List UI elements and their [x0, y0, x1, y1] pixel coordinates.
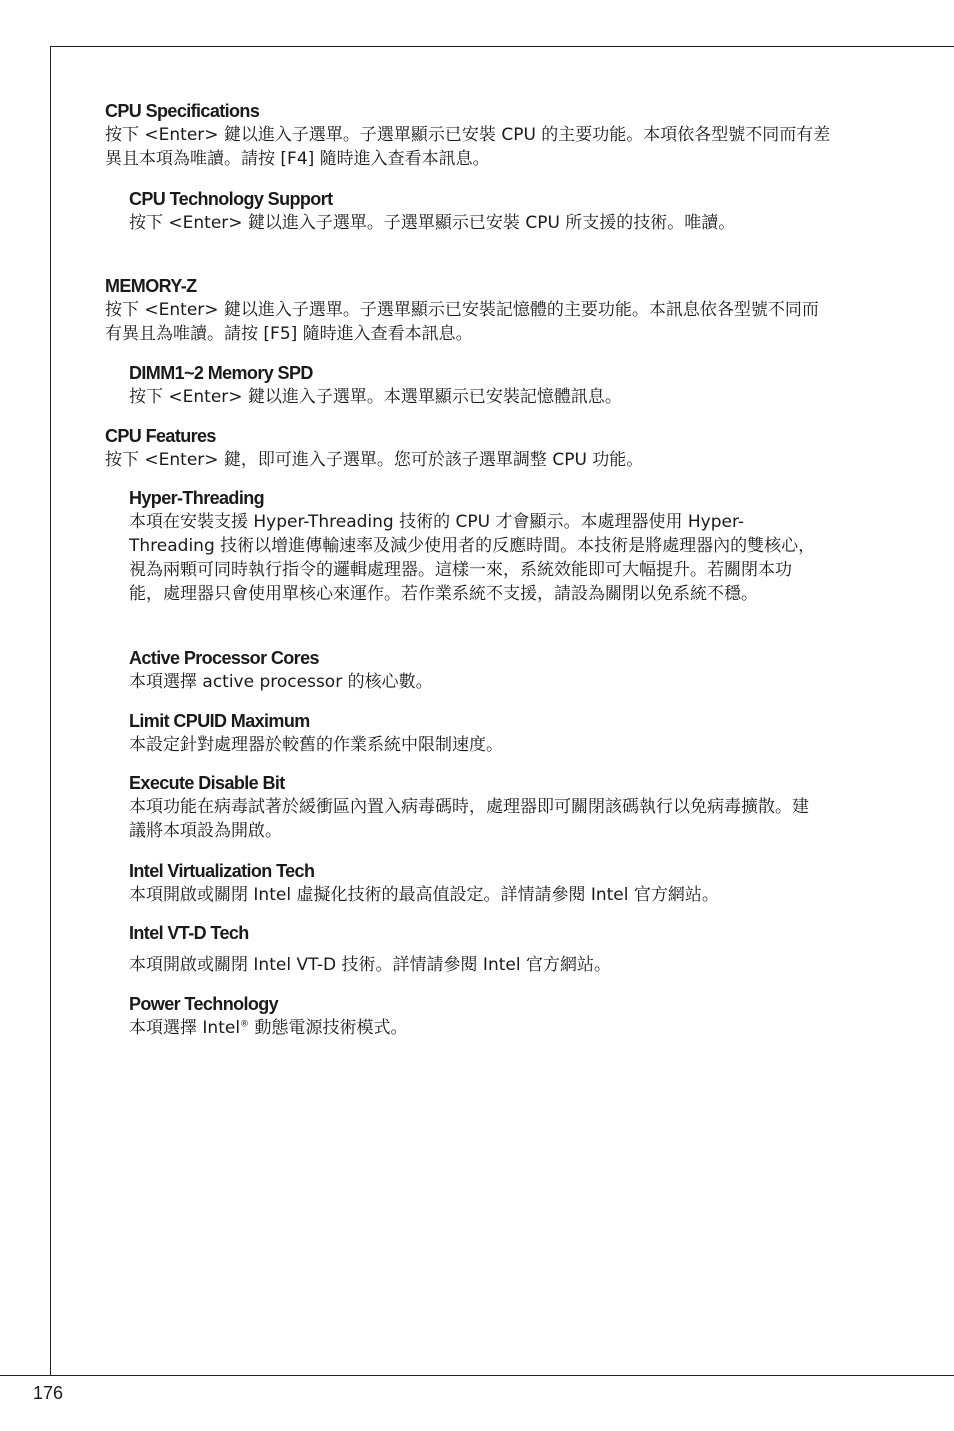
section-cpu-technology-support [129, 188, 801, 235]
page-frame-bottom-rule [0, 1375, 954, 1376]
section-cpu-specifications [105, 100, 835, 171]
section-title: CPU Features [105, 426, 216, 446]
section-dimm-memory-spd [129, 362, 829, 409]
section-intel-virtualization-tech [129, 860, 829, 907]
section-title: Hyper-Threading [129, 488, 265, 508]
section-body-suffix: 動態電源技術模式。 [249, 1018, 408, 1038]
section-title: Intel Virtualization Tech [129, 861, 315, 881]
section-hyper-threading [129, 487, 819, 606]
section-body: 本設定針對處理器於較舊的作業系統中限制速度。 [129, 735, 503, 755]
section-active-processor-cores [129, 647, 819, 694]
section-body: 按下 <Enter> 鍵以進入子選單。子選單顯示已安裝 CPU 的主要功能。本項依各型號不同而有差異且本項為唯讀。請按 [F4] 隨時進入查看本訊息。 [105, 125, 831, 169]
section-title: DIMM1~2 Memory SPD [129, 363, 313, 383]
section-title: CPU Specifications [105, 101, 260, 121]
section-body: 本項選擇 active processor 的核心數。 [129, 672, 433, 692]
section-body: 按下 <Enter> 鍵以進入子選單。子選單顯示已安裝 CPU 所支援的技術。唯讀。 [129, 213, 736, 233]
section-title: CPU Technology Support [129, 189, 333, 209]
page-frame-top-rule [50, 46, 954, 47]
section-body: 按下 <Enter> 鍵，即可進入子選單。您可於該子選單調整 CPU 功能。 [105, 450, 644, 470]
section-memory-z [105, 275, 821, 346]
section-body: 本項在安裝支援 Hyper-Threading 技術的 CPU 才會顯示。本處理器使用 Hyper-Threading 技術以增進傳輸速率及減少使用者的反應時間。本技術是將處理器內的雙核心，視為兩顆可同時執行指令的邏輯處理器。這樣一來，系統效能即可大幅提升。若關閉本功能，處理器只會使用單核心來運作。若作業系統不支援，請設為關閉以免系統不穩。 [129, 512, 816, 604]
section-limit-cpuid-maximum [129, 710, 819, 757]
section-body: 按下 <Enter> 鍵以進入子選單。本選單顯示已安裝記憶體訊息。 [129, 387, 622, 407]
section-title: Intel VT-D Tech [129, 923, 249, 943]
section-body: 本項開啟或關閉 Intel 虛擬化技術的最高值設定。詳情請參閱 Intel 官方網站。 [129, 885, 719, 905]
section-body [129, 1016, 819, 1040]
section-intel-vt-d-tech [129, 922, 819, 977]
section-power-technology [129, 993, 819, 1040]
section-title: Execute Disable Bit [129, 773, 285, 793]
section-title: Limit CPUID Maximum [129, 711, 310, 731]
section-body-prefix: 本項選擇 Intel [129, 1018, 241, 1038]
section-execute-disable-bit [129, 772, 819, 843]
section-title: Power Technology [129, 994, 279, 1014]
section-cpu-features [105, 425, 835, 472]
page-frame-left-rule [50, 46, 51, 1375]
section-body: 按下 <Enter> 鍵以進入子選單。子選單顯示已安裝記憶體的主要功能。本訊息依各型號不同而有異且為唯讀。請按 [F5] 隨時進入查看本訊息。 [105, 300, 819, 344]
registered-mark: ® [240, 1019, 250, 1030]
section-body: 本項開啟或關閉 Intel VT-D 技術。詳情請參閱 Intel 官方網站。 [129, 955, 611, 975]
section-title: MEMORY-Z [105, 276, 197, 296]
section-title: Active Processor Cores [129, 648, 319, 668]
section-body: 本項功能在病毒試著於緩衝區內置入病毒碼時，處理器即可關閉該碼執行以免病毒擴散。建議將本項設為開啟。 [129, 797, 809, 841]
page-number: 176 [33, 1383, 64, 1403]
